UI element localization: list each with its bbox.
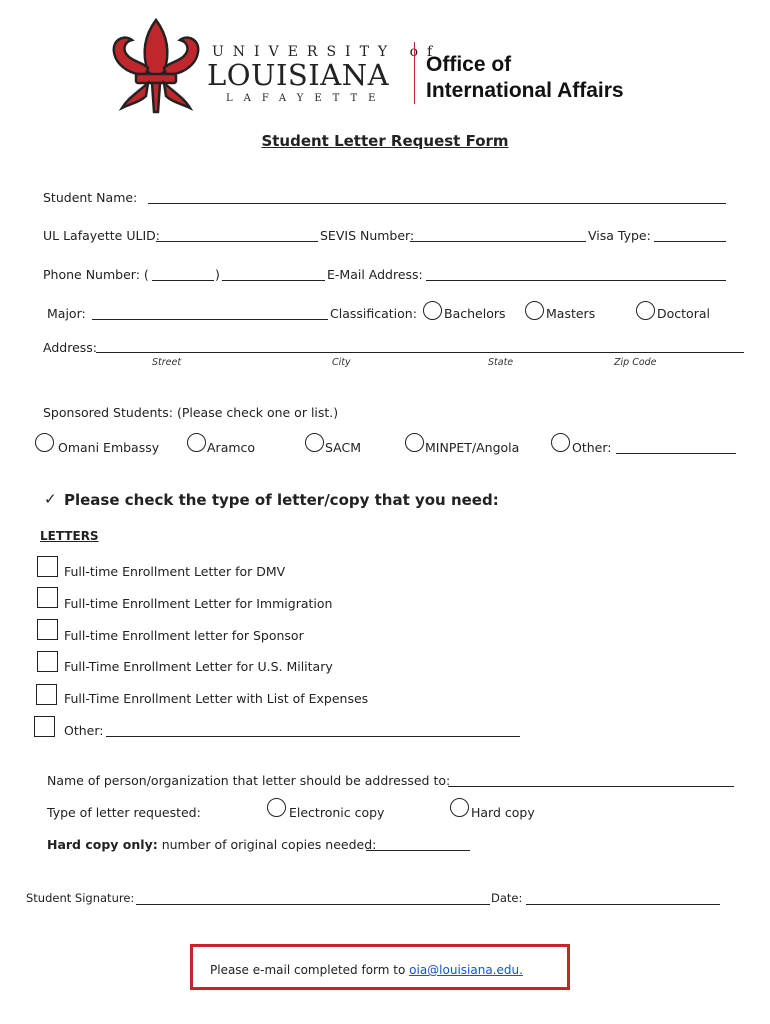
letter-requested-label: Type of letter requested: [47,805,201,820]
phone-close-paren: ) [215,267,220,282]
dmv-letter-checkbox[interactable] [37,556,58,577]
addressed-to-field[interactable] [448,786,734,787]
sacm-radio[interactable] [305,433,324,452]
doctoral-radio[interactable] [636,301,655,320]
office-line-2: International Affairs [426,79,624,102]
expenses-letter-label: Full-Time Enrollment Letter with List of Expenses [64,691,369,706]
logo-university-text: UNIVERSITY of [212,44,442,60]
office-title [426,52,624,104]
other-letter-field[interactable] [106,736,520,737]
phone-number-field[interactable] [222,280,325,281]
submission-notice-text: Please e-mail completed form to [210,963,410,977]
immigration-letter-label: Full-time Enrollment Letter for Immigration [64,596,333,611]
other-letter-checkbox[interactable] [34,716,55,737]
sponsor-other-field[interactable] [616,453,736,454]
sponsor-other-radio[interactable] [551,433,570,452]
omani-embassy-radio[interactable] [35,433,54,452]
major-label: Major: [47,306,86,321]
address-state-caption: State [488,357,514,368]
submission-notice [210,963,523,977]
ulid-label: UL Lafayette ULID: [43,228,160,243]
phone-label: Phone Number: ( [43,267,149,282]
expenses-letter-checkbox[interactable] [36,684,57,705]
other-letter-label: Other: [64,723,104,738]
check-mark-icon: ✓ [44,490,57,508]
date-label: Date: [491,891,523,905]
dmv-letter-label: Full-time Enrollment Letter for DMV [64,564,286,579]
address-field[interactable] [96,352,744,353]
date-field[interactable] [526,904,720,905]
hard-copy-note [47,837,376,852]
classification-label: Classification: [330,306,417,321]
sacm-label: SACM [325,440,362,455]
bachelors-label: Bachelors [444,306,506,321]
student-name-label: Student Name: [43,190,138,205]
address-city-caption: City [332,357,351,368]
masters-radio[interactable] [525,301,544,320]
aramco-radio[interactable] [187,433,206,452]
hard-copy-radio[interactable] [450,798,469,817]
military-letter-label: Full-Time Enrollment Letter for U.S. Military [64,659,333,674]
bachelors-radio[interactable] [423,301,442,320]
signature-label: Student Signature: [26,891,135,905]
ulid-field[interactable] [156,241,318,242]
letter-type-heading: Please check the type of letter/copy that you need: [64,491,499,509]
phone-area-code-field[interactable] [152,280,214,281]
sevis-label: SEVIS Number: [320,228,415,243]
sponsor-other-label: Other: [572,440,612,455]
hard-copy-note-text: number of original copies needed: [157,837,377,852]
visa-type-label: Visa Type: [588,228,651,243]
addressed-to-label: Name of person/organization that letter should be addressed to: [47,773,451,788]
signature-field[interactable] [136,904,490,905]
oia-email-link[interactable]: oia@louisiana.edu. [409,963,523,977]
military-letter-checkbox[interactable] [37,651,58,672]
visa-type-field[interactable] [654,241,726,242]
fleur-de-lis-icon [108,16,204,120]
address-street-caption: Street [152,357,182,368]
electronic-copy-radio[interactable] [267,798,286,817]
email-label: E-Mail Address: [327,267,423,282]
hard-copy-label: Hard copy [471,805,535,820]
doctoral-label: Doctoral [657,306,710,321]
office-line-1: Office of [426,53,512,76]
sponsored-label: Sponsored Students: (Please check one or list.) [43,405,339,420]
sponsor-letter-checkbox[interactable] [37,619,58,640]
header-divider [414,42,415,104]
logo-lafayette-text: LAFAYETTE [226,93,387,104]
electronic-copy-label: Electronic copy [289,805,385,820]
minpet-angola-label: MINPET/Angola [425,440,520,455]
address-zip-caption: Zip Code [614,357,657,368]
address-label: Address: [43,340,97,355]
immigration-letter-checkbox[interactable] [37,587,58,608]
logo-louisiana-text: LOUISIANA [207,58,390,92]
hard-copy-note-bold: Hard copy only: [47,837,158,852]
form-title: Student Letter Request Form [261,132,509,150]
major-field[interactable] [92,319,328,320]
masters-label: Masters [546,306,596,321]
minpet-angola-radio[interactable] [405,433,424,452]
aramco-label: Aramco [207,440,256,455]
sponsor-letter-label: Full-time Enrollment letter for Sponsor [64,628,304,643]
student-name-field[interactable] [148,203,726,204]
copies-needed-field[interactable] [366,850,470,851]
omani-embassy-label: Omani Embassy [58,440,160,455]
sevis-field[interactable] [410,241,586,242]
letters-heading: LETTERS [40,529,99,543]
email-field[interactable] [426,280,726,281]
